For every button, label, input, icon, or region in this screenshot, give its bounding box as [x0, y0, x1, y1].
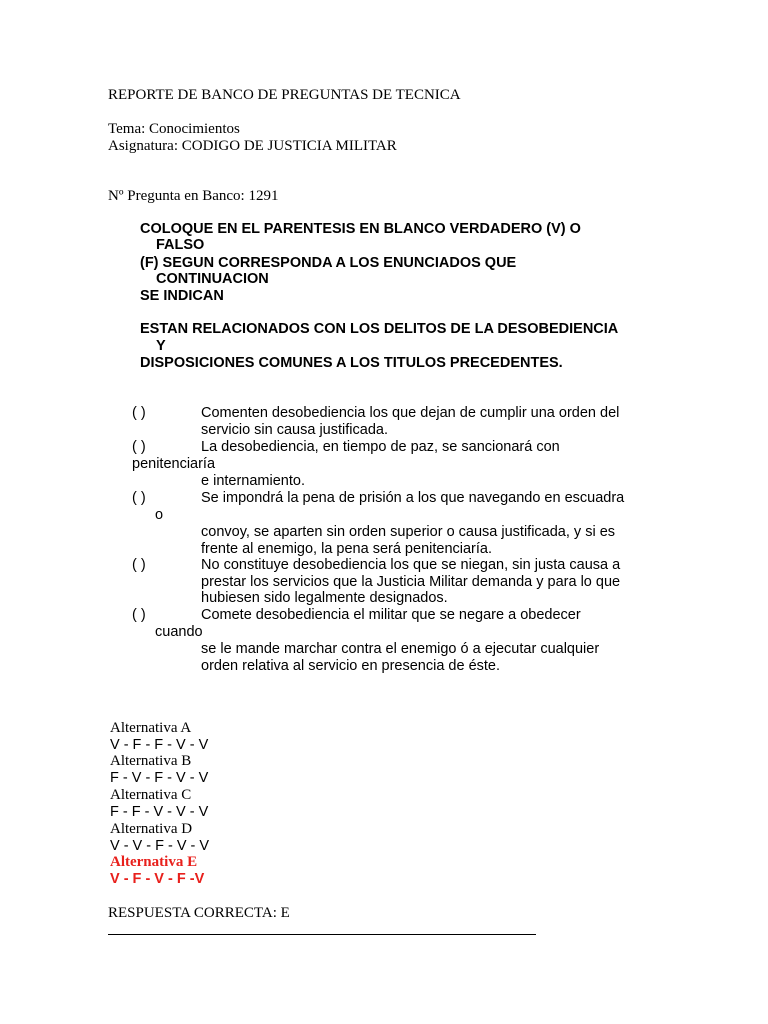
statement-text: Se impondrá la pena de prisión a los que navegando en escuadra: [201, 490, 625, 506]
alternative-value: V - V - F - V - V: [110, 838, 210, 854]
statement-text: convoy, se aparten sin orden superior o causa justificada, y si es: [201, 524, 616, 540]
correct-answer: RESPUESTA CORRECTA: E: [108, 905, 290, 921]
asignatura-line: Asignatura: CODIGO DE JUSTICIA MILITAR: [108, 138, 397, 154]
correct-alternative-label: Alternativa E: [110, 854, 198, 870]
alternative-value: F - V - F - V - V: [110, 770, 209, 786]
tema-line: Tema: Conocimientos: [108, 121, 240, 137]
instruction-line: Y: [156, 338, 166, 354]
question-number: Nº Pregunta en Banco: 1291: [108, 188, 279, 204]
statement-text: Comenten desobediencia los que dejan de cumplir una orden del: [201, 405, 620, 421]
answer-blank: ( ): [132, 405, 146, 421]
statement-text: se le mande marchar contra el enemigo ó a ejecutar cualquier: [201, 641, 600, 657]
alternative-label: Alternativa C: [110, 787, 192, 803]
divider-line: [108, 934, 536, 935]
statement-text: o: [155, 507, 164, 523]
answer-blank: ( ): [132, 490, 146, 506]
alternative-value: F - F - V - V - V: [110, 804, 209, 820]
alternative-value: V - F - F - V - V: [110, 737, 209, 753]
instruction-line: ESTAN RELACIONADOS CON LOS DELITOS DE LA DESOBEDIENCIA: [140, 321, 619, 337]
statement-text: penitenciaría: [132, 456, 216, 472]
answer-blank: ( ): [132, 607, 146, 623]
statement-text: La desobediencia, en tiempo de paz, se sancionará con: [201, 439, 560, 455]
alternative-label: Alternativa B: [110, 753, 192, 769]
instruction-line: CONTINUACION: [156, 271, 269, 287]
answer-blank: ( ): [132, 439, 146, 455]
statement-text: prestar los servicios que la Justicia Militar demanda y para lo que: [201, 574, 621, 590]
instruction-line: FALSO: [156, 237, 205, 253]
statement-text: orden relativa al servicio en presencia de éste.: [201, 658, 501, 674]
answer-blank: ( ): [132, 557, 146, 573]
alternative-label: Alternativa A: [110, 720, 192, 736]
statement-text: frente al enemigo, la pena será penitenciaría.: [201, 541, 492, 557]
instruction-line: SE INDICAN: [140, 288, 224, 304]
correct-alternative-value: V - F - V - F -V: [110, 871, 205, 887]
alternative-label: Alternativa D: [110, 821, 193, 837]
report-title: REPORTE DE BANCO DE PREGUNTAS DE TECNICA: [108, 87, 461, 103]
statement-text: cuando: [155, 624, 203, 640]
statement-text: Comete desobediencia el militar que se negare a obedecer: [201, 607, 581, 623]
instruction-line: (F) SEGUN CORRESPONDA A LOS ENUNCIADOS QUE: [140, 255, 517, 271]
statement-text: servicio sin causa justificada.: [201, 422, 388, 438]
statement-text: No constituye desobediencia los que se niegan, sin justa causa a: [201, 557, 621, 573]
instruction-line: COLOQUE EN EL PARENTESIS EN BLANCO VERDADERO (V) O: [140, 221, 581, 237]
statement-text: hubiesen sido legalmente designados.: [201, 590, 448, 606]
instruction-line: DISPOSICIONES COMUNES A LOS TITULOS PRECEDENTES.: [140, 355, 563, 371]
statement-text: e internamiento.: [201, 473, 305, 489]
